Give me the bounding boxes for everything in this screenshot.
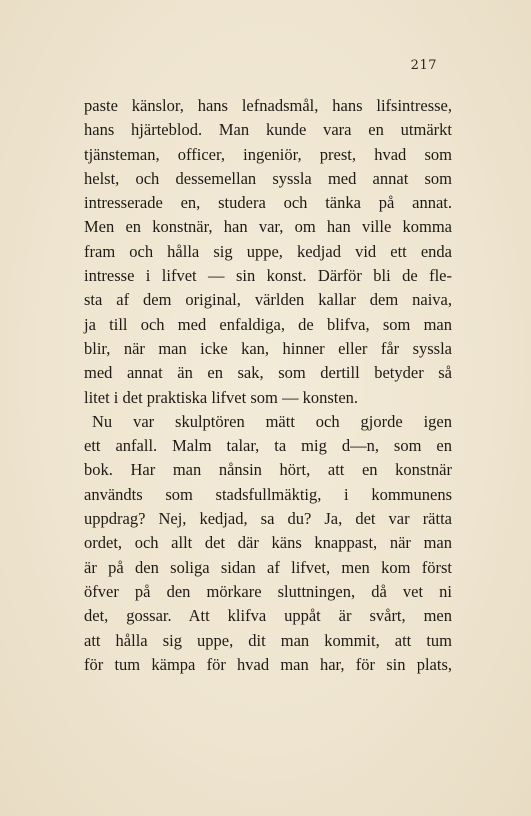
text-line: tjänsteman, officer, ingeniör, prest, hvad som: [84, 144, 452, 164]
text-line: paste känslor, hans lefnadsmål, hans lifsintresse,: [84, 96, 452, 115]
text-line: litet i det praktiska lifvet som — konsten.: [84, 387, 359, 407]
text-line: sta af dem original, världen kallar dem naiva,: [84, 290, 452, 310]
text-line: ordet, och allt det där käns knappast, när man: [84, 533, 452, 553]
text-line: hans hjärteblod. Man kunde vara en utmärkt: [84, 120, 452, 140]
text-line: med annat än en sak, som dertill betyder så: [84, 363, 452, 383]
text-line: ett anfall. Malm talar, ta mig d—n, som en: [84, 436, 452, 456]
text-line: helst, och dessemellan syssla med annat som: [84, 168, 452, 188]
text-line: fram och hålla sig uppe, kedjad vid ett enda: [84, 241, 452, 261]
text-line: att hålla sig uppe, dit man kommit, att tum: [84, 630, 452, 650]
text-line: Men en konstnär, han var, om han ville komma: [84, 217, 452, 237]
text-line: för tum kämpa för hvad man har, för sin plats,: [84, 654, 452, 674]
text-line: öfver på den mörkare sluttningen, då vet ni: [84, 581, 452, 601]
text-line: blir, när man icke kan, hinner eller får syssla: [84, 338, 452, 358]
text-line: bok. Har man nånsin hört, att en konstnär: [84, 460, 452, 480]
page-number: 217: [410, 58, 437, 73]
text-line: det, gossar. Att klifva uppåt är svårt, men: [84, 606, 452, 626]
text-line: användts som stadsfullmäktig, i kommunens: [84, 484, 452, 504]
text-line: uppdrag? Nej, kedjad, sa du? Ja, det var rätta: [84, 509, 452, 529]
text-line: intresse i lifvet — sin konst. Därför bli de fle-: [84, 266, 452, 286]
body-text: [84, 94, 452, 677]
text-line: Nu var skulptören mätt och gjorde igen: [92, 411, 452, 431]
text-line: är på den soliga sidan af lifvet, men kom först: [84, 557, 452, 577]
text-line: ja till och med enfaldiga, de blifva, som man: [84, 314, 452, 334]
text-line: intresserade en, studera och tänka på annat.: [84, 193, 452, 213]
